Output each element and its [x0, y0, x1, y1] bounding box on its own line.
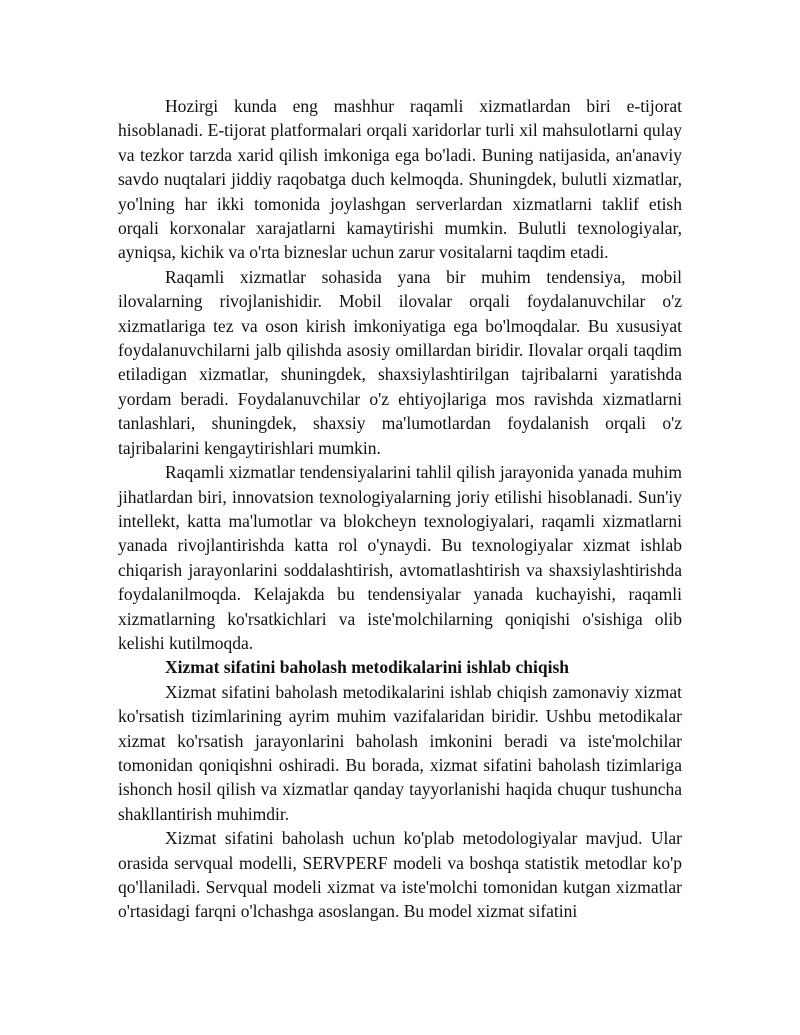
paragraph-servqual: Xizmat sifatini baholash uchun ko'plab metodologiyalar mavjud. Ular orasida servqual modelli, SERVPERF modeli va boshqa statistik metodlar ko'p qo'llaniladi. Servqual modeli xizmat va iste'molchi tomonidan kutgan xizmatlar o'rtasidagi farqni o'lchashga asoslangan. Bu model xizmat sifatini: [118, 828, 682, 922]
paragraph-innovative-technologies: Raqamli xizmatlar tendensiyalarini tahlil qilish jarayonida yanada muhim jihatlardan biri, innovatsion texnologiyalarning joriy etilishi hisoblanadi. Sun'iy intellekt, katta ma'lumotlar va blokcheyn texnologiyalari, raqamli xizmatlarni yanada rivojlantirishda katta rol o'ynaydi. Bu texnologiyalar xizmat ishlab chiqarish jarayonlarini soddalashtirish, avtomatlashtirish va shaxsiylashtirishda foydalanilmoqda. Kelajakda bu tendensiyalar yanada kuchayishi, raqamli xizmatlarning ko'rsatkichlari va iste'molchilarning qoniqishi o'sishiga olib kelishi kutilmoqda.: [118, 462, 682, 653]
section-heading: Xizmat sifatini baholash metodikalarini ishlab chiqish: [165, 657, 570, 678]
paragraph-quality-methods: Xizmat sifatini baholash metodikalarini ishlab chiqish zamonaviy xizmat ko'rsatish tizimlarining ayrim muhim vazifalaridan biridir. Ushbu metodikalar xizmat ko'rsatish jarayonlarini baholash imkonini beradi va iste'molchilar tomonidan qoniqishni oshiradi. Bu borada, xizmat sifatini baholash tizimlariga ishonch hosil qilish va xizmatlar qanday tayyorlanishi haqida chuqur tushuncha shakllantirish muhimdir.: [118, 681, 682, 824]
paragraph-e-commerce: Hozirgi kunda eng mashhur raqamli xizmatlardan biri e-tijorat hisoblanadi. E-tijorat platformalari orqali xaridorlar turli xil mahsulotlarni qulay va tezkor tarzda xarid qilish imkoniga ega bo'ladi. Buning natijasida, an'anaviy savdo nuqtalari jiddiy raqobatga duch kelmoqda. Shuningdek, bulutli xizmatlar, yo'lning har ikki tomonida joylashgan serverlardan xizmatlarni taklif etish orqali korxonalar xarajatlarni kamaytirishi mumkin. Bulutli texnologiyalar, ayniqsa, kichik va o'rta bizneslar uchun zarur vositalarni taqdim etadi.: [118, 96, 682, 263]
document-page: [118, 94, 682, 924]
paragraph-mobile-apps: Raqamli xizmatlar sohasida yana bir muhim tendensiya, mobil ilovalarning rivojlanishidir. Mobil ilovalar orqali foydalanuvchilar o'z xizmatlariga tez va oson kirish imkoniyatiga ega bo'lmoqdalar. Bu xususiyat foydalanuvchilarni jalb qilishda asosiy omillardan biridir. Ilovalar orqali taqdim etiladigan xizmatlar, shuningdek, shaxsiylashtirilgan tajribalarni yaratishda yordam beradi. Foydalanuvchilar o'z ehtiyojlariga mos ravishda xizmatlarni tanlashlari, shuningdek, shaxsiy ma'lumotlardan foydalanish orqali o'z tajribalarini kengaytirishlari mumkin.: [118, 266, 682, 458]
